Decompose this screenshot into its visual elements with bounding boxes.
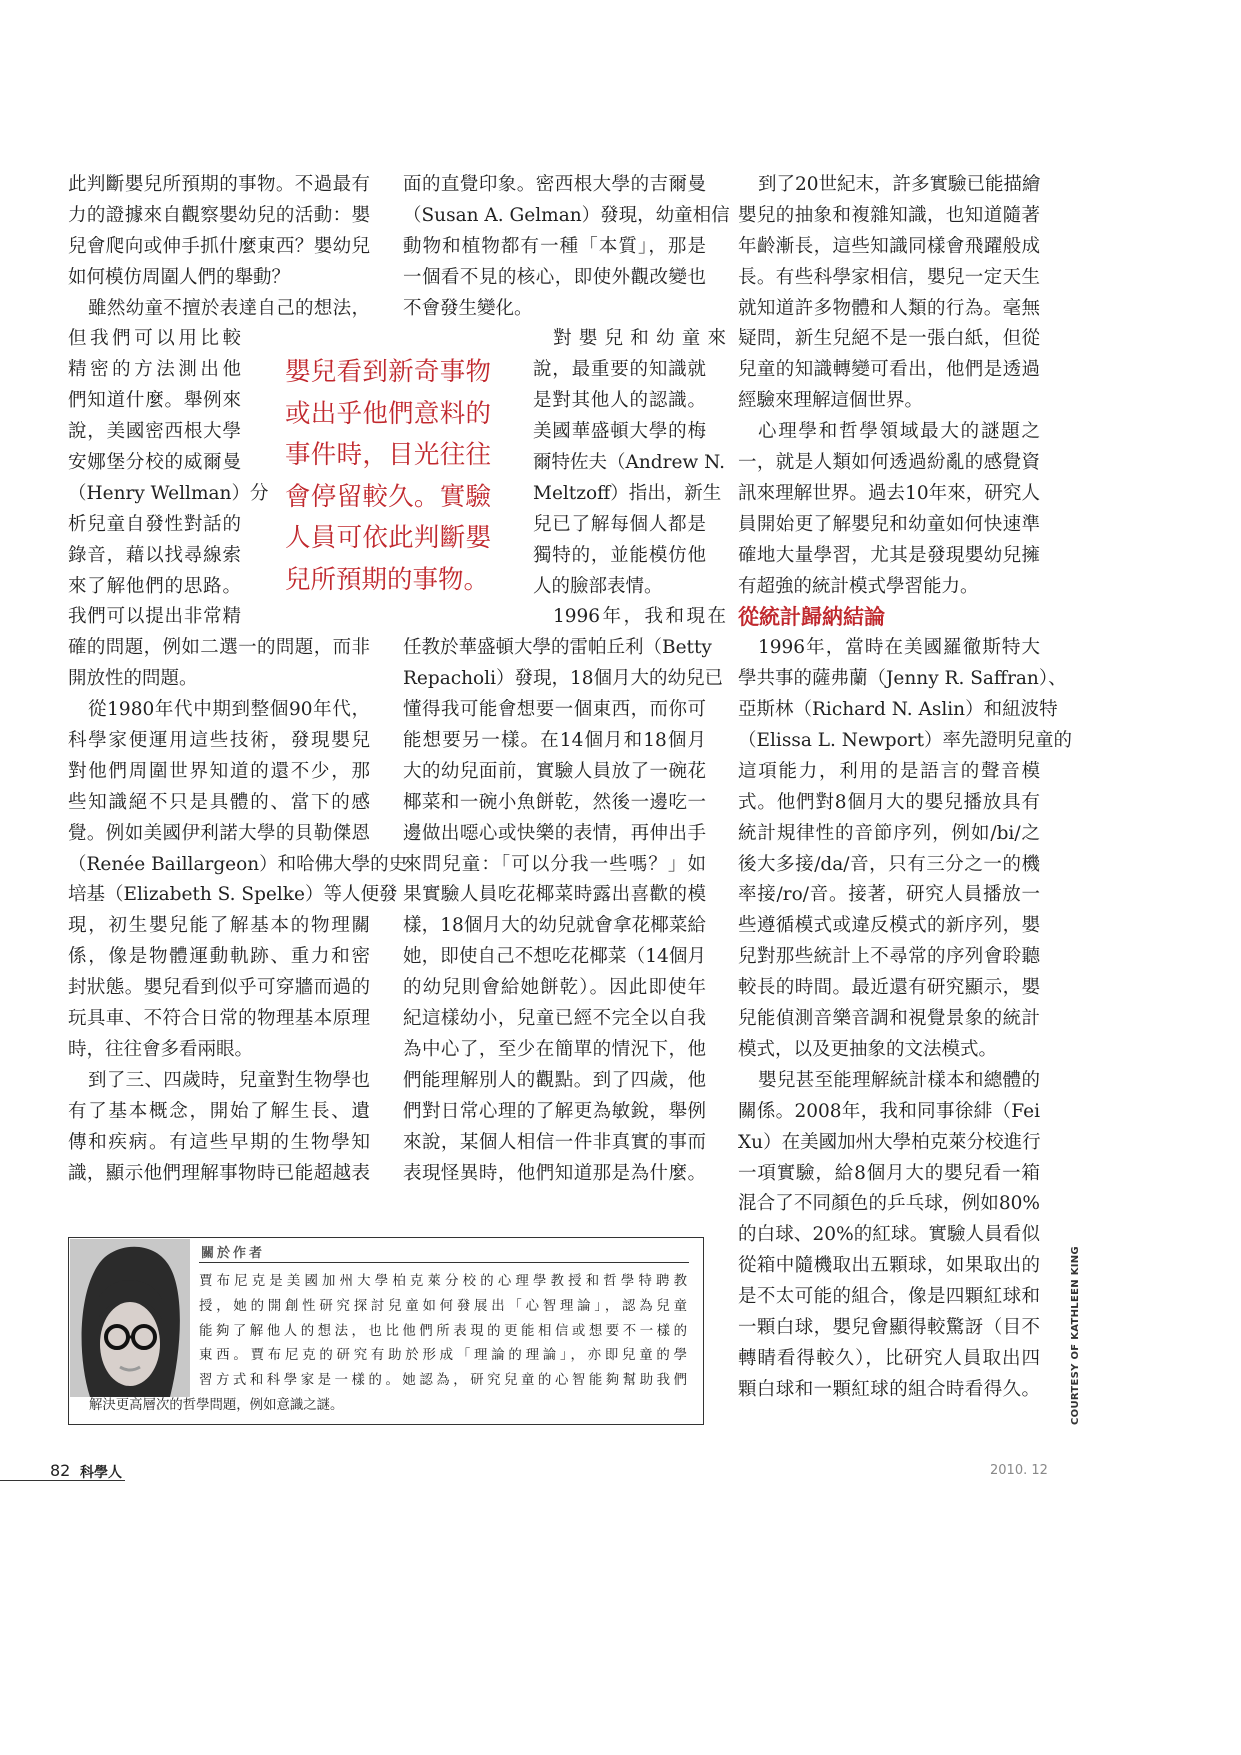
- text-line: 美國華盛頓大學的梅: [533, 421, 706, 443]
- text-line: 一項實驗，給8個月大的嬰兒看一箱: [738, 1162, 1040, 1184]
- text-line: 動物和植物都有一種「本質」，那是: [403, 235, 706, 257]
- pull-quote-line: 事件時，目光往往: [285, 440, 491, 470]
- text-line: 精密的方法測出他: [68, 359, 241, 381]
- text-line: 對他們周圍世界知道的還不少，那: [68, 760, 370, 782]
- text-line: 亞斯林（Richard N. Aslin）和紐波特: [738, 699, 1058, 721]
- author-bio-line: 賈布尼克是美國加州大學柏克萊分校的心理學教授和哲學特聘教: [199, 1274, 687, 1289]
- text-line: 轉睛看得較久），比研究人員取出四: [738, 1347, 1040, 1369]
- text-line: 說，最重要的知識就: [533, 359, 706, 381]
- text-line: 人的臉部表情。: [533, 575, 663, 597]
- issue-date: 2010. 12: [990, 1463, 1048, 1478]
- text-line: 後大多接/da/音，只有三分之一的機: [738, 853, 1040, 875]
- text-line: 錄音，藉以找尋線索: [68, 544, 241, 566]
- author-bio-line: 能夠了解他人的想法，也比他們所表現的更能相信或想要不一樣的: [199, 1323, 687, 1339]
- text-line: 的白球、20%的紅球。實驗人員看似: [738, 1224, 1040, 1246]
- text-line: 心理學和哲學領域最大的謎題之: [758, 421, 1040, 443]
- text-line: 是不太可能的組合，像是四顆紅球和: [738, 1286, 1040, 1308]
- text-line: 是對其他人的認識。: [533, 390, 706, 412]
- text-line: Repacholi）發現，18個月大的幼兒已: [403, 668, 724, 690]
- text-line: 兒對那些統計上不尋常的序列會聆聽: [738, 946, 1040, 968]
- text-line: 的幼兒則會給她餅乾）。因此即使年: [403, 977, 706, 999]
- text-line: 些知識絕不只是具體的、當下的感: [68, 791, 370, 813]
- text-line: 們能理解別人的觀點。到了四歲，他: [403, 1069, 706, 1091]
- text-line: 率接/ro/音。接著，研究人員播放一: [738, 884, 1040, 906]
- text-line: 說，美國密西根大學: [68, 421, 241, 443]
- text-line: 訊來理解世界。過去10年來，研究人: [738, 482, 1040, 504]
- text-line: （Susan A. Gelman）發現，幼童相信: [403, 204, 730, 226]
- text-line: 但我們可以用比較: [68, 328, 241, 350]
- author-bio-line: 東西。賈布尼克的研究有助於形成「理論的理論」，亦即兒童的學: [199, 1348, 687, 1364]
- text-line: 時，往往會多看兩眼。: [68, 1038, 254, 1060]
- text-line: 懂得我可能會想要一個東西，而你可: [403, 699, 706, 721]
- author-box-title: 關於作者: [201, 1246, 266, 1261]
- text-line: 封狀態。嬰兒看到似乎可穿牆而過的: [68, 977, 370, 999]
- author-bio-line: 習方式和科學家是一樣的。她認為，研究兒童的心智能夠幫助我們: [199, 1373, 687, 1389]
- text-line: 員開始更了解嬰兒和幼童如何快速準: [738, 513, 1040, 535]
- text-line: 到了三、四歲時，兒童對生物學也: [88, 1069, 370, 1091]
- article-column-3: [738, 170, 1073, 1406]
- text-line: 確的問題，例如二選一的問題，而非: [68, 637, 370, 659]
- text-line: 不會發生變化。: [403, 297, 533, 319]
- text-line: 係，像是物體運動軌跡、重力和密: [68, 946, 370, 968]
- pull-quote-line: 人員可依此判斷嬰: [285, 523, 491, 553]
- text-line: 這項能力，利用的是語言的聲音模: [738, 760, 1040, 782]
- text-line: 雖然幼童不擅於表達自己的想法，: [88, 297, 370, 319]
- text-line: 對嬰兒和幼童來: [553, 328, 726, 350]
- pull-quote-line: 會停留較久。實驗: [285, 481, 491, 512]
- text-line: 一個看不見的核心，即使外觀改變也: [403, 266, 706, 288]
- text-line: 爾特佐夫（Andrew N.: [533, 452, 726, 474]
- text-line: 科學家便運用這些技術，發現嬰兒: [68, 730, 370, 752]
- text-line: 統計規律性的音節序列，例如/bi/之: [738, 822, 1040, 844]
- text-line: 果實驗人員吃花椰菜時露出喜歡的模: [403, 884, 706, 906]
- text-line: 模式，以及更抽象的文法模式。: [738, 1038, 998, 1060]
- text-line: 兒已了解每個人都是: [533, 513, 706, 535]
- text-line: 析兒童自發性對話的: [68, 513, 241, 535]
- text-line: 來了解他們的思路。: [68, 575, 241, 597]
- author-bio-line: 解決更高層次的哲學問題，例如意識之謎。: [89, 1397, 344, 1413]
- author-photo: [70, 1239, 190, 1397]
- author-bio-line: 授，她的開創性研究探討兒童如何發展出「心智理論」，認為兒童: [199, 1298, 687, 1314]
- pull-quote: [285, 352, 491, 601]
- text-line: 識，顯示他們理解事物時已能超越表: [68, 1162, 370, 1184]
- text-line: 較長的時間。最近還有研究顯示，嬰: [738, 977, 1040, 999]
- text-line: 如何模仿周圍人們的舉動？: [68, 266, 291, 288]
- text-line: 嬰兒甚至能理解統計樣本和總體的: [758, 1069, 1040, 1091]
- pull-quote-line: 兒所預期的事物。: [285, 564, 490, 595]
- text-line: 就知道許多物體和人類的行為。毫無: [738, 297, 1040, 319]
- text-line: 兒童的知識轉變可看出，他們是透過: [738, 359, 1040, 381]
- text-line: 此判斷嬰兒所預期的事物。不過最有: [68, 174, 370, 195]
- text-line: 嬰兒的抽象和複雜知識，也知道隨著: [738, 204, 1040, 226]
- text-line: 大的幼兒面前，實驗人員放了一碗花: [403, 760, 706, 782]
- text-line: 為中心了，至少在簡單的情況下，他: [403, 1038, 706, 1060]
- text-line: 式。他們對8個月大的嬰兒播放具有: [738, 791, 1040, 813]
- text-line: 能想要另一樣。在14個月和18個月: [403, 730, 706, 752]
- text-line: 年齡漸長，這些知識同樣會飛躍般成: [738, 235, 1040, 257]
- text-line: 安娜堡分校的威爾曼: [68, 452, 241, 474]
- text-line: 面的直覺印象。密西根大學的吉爾曼: [403, 174, 706, 195]
- page-number: 82: [50, 1461, 71, 1480]
- divider: [199, 1262, 689, 1263]
- text-line: 獨特的，並能模仿他: [533, 544, 706, 566]
- text-line: 確地大量學習，尤其是發現嬰幼兒擁: [738, 544, 1040, 566]
- author-bio: [89, 1270, 687, 1419]
- text-line: （Renée Baillargeon）和哈佛大學的史: [68, 853, 408, 875]
- text-line: 有超強的統計模式學習能力。: [738, 575, 979, 597]
- text-line: 邊做出噁心或快樂的表情，再伸出手: [403, 822, 706, 844]
- text-line: 學共事的薩弗蘭（Jenny R. Saffran）、: [738, 668, 1067, 690]
- text-line: Meltzoff）指出，新生: [533, 482, 722, 504]
- text-line: 混合了不同顏色的乒乓球，例如80%: [738, 1193, 1040, 1215]
- text-line: 我們可以提出非常精: [68, 606, 241, 628]
- text-line: 覺。例如美國伊利諾大學的貝勒傑恩: [68, 822, 370, 844]
- text-line: 們對日常心理的了解更為敏銳，舉例: [403, 1100, 706, 1122]
- text-line: 力的證據來自觀察嬰幼兒的活動：嬰: [68, 204, 370, 226]
- text-line: 兒能偵測音樂音調和視覺景象的統計: [738, 1008, 1040, 1030]
- text-line: 開放性的問題。: [68, 668, 198, 690]
- pull-quote-line: 嬰兒看到新奇事物: [285, 357, 491, 387]
- pull-quote-line: 或出乎他們意料的: [285, 398, 491, 429]
- text-line: 現，初生嬰兒能了解基本的物理關: [68, 915, 370, 937]
- text-line: Xu）在美國加州大學柏克萊分校進行: [738, 1131, 1041, 1153]
- text-line: 經驗來理解這個世界。: [738, 390, 924, 412]
- text-line: 傳和疾病。有這些早期的生物學知: [68, 1131, 370, 1153]
- photo-credit: COURTESY OF KATHLEEN KING: [1070, 1246, 1081, 1425]
- text-line: 樣，18個月大的幼兒就會拿花椰菜給: [403, 915, 706, 937]
- text-line: 培基（Elizabeth S. Spelke）等人便發: [68, 884, 398, 906]
- text-line: 關係。2008年，我和同事徐緋（Fei: [738, 1100, 1040, 1122]
- text-line: 任教於華盛頓大學的雷帕丘利（Betty: [403, 637, 712, 659]
- text-line: 到了20世紀末，許多實驗已能描繪: [758, 174, 1041, 195]
- text-line: 紀這樣幼小，兒童已經不完全以自我: [403, 1008, 706, 1030]
- about-author-box: [68, 1237, 704, 1425]
- text-line: 從箱中隨機取出五顆球，如果取出的: [738, 1255, 1040, 1277]
- text-line: 她，即使自己不想吃花椰菜（14個月: [403, 946, 706, 968]
- text-line: 1996年，我和現在: [553, 606, 726, 628]
- text-line: 顆白球和一顆紅球的組合時看得久。: [738, 1378, 1040, 1400]
- text-line: 長。有些科學家相信，嬰兒一定天生: [738, 266, 1040, 288]
- text-line: 些遵循模式或違反模式的新序列，嬰: [738, 915, 1040, 937]
- text-line: 來說，某個人相信一件非真實的事而: [403, 1131, 706, 1153]
- text-line: 有了基本概念，開始了解生長、遺: [68, 1100, 370, 1122]
- text-line: 椰菜和一碗小魚餅乾，然後一邊吃一: [403, 791, 706, 813]
- text-line: 們知道什麼。舉例來: [68, 390, 241, 412]
- text-line: 一顆白球，嬰兒會顯得較驚訝（目不: [738, 1316, 1040, 1338]
- text-line: 兒會爬向或伸手抓什麼東西？嬰幼兒: [68, 235, 370, 257]
- text-line: （Henry Wellman）分: [68, 482, 269, 504]
- section-heading: 從統計歸納結論: [738, 605, 885, 630]
- text-line: 從1980年代中期到整個90年代，: [88, 699, 370, 721]
- text-line: （Elissa L. Newport）率先證明兒童的: [738, 730, 1073, 752]
- article-column-2: [403, 170, 730, 1189]
- text-line: 表現怪異時，他們知道那是為什麼。: [403, 1162, 706, 1184]
- text-line: 疑問，新生兒絕不是一張白紙，但從: [738, 328, 1040, 350]
- text-line: 玩具車、不符合日常的物理基本原理: [68, 1008, 370, 1030]
- text-line: 來問兒童：「可以分我一些嗎？」如: [403, 853, 706, 875]
- text-line: 一，就是人類如何透過紛亂的感覺資: [738, 452, 1040, 474]
- text-line: 1996年，當時在美國羅徹斯特大: [758, 637, 1040, 659]
- publication-name: 科學人: [80, 1465, 122, 1481]
